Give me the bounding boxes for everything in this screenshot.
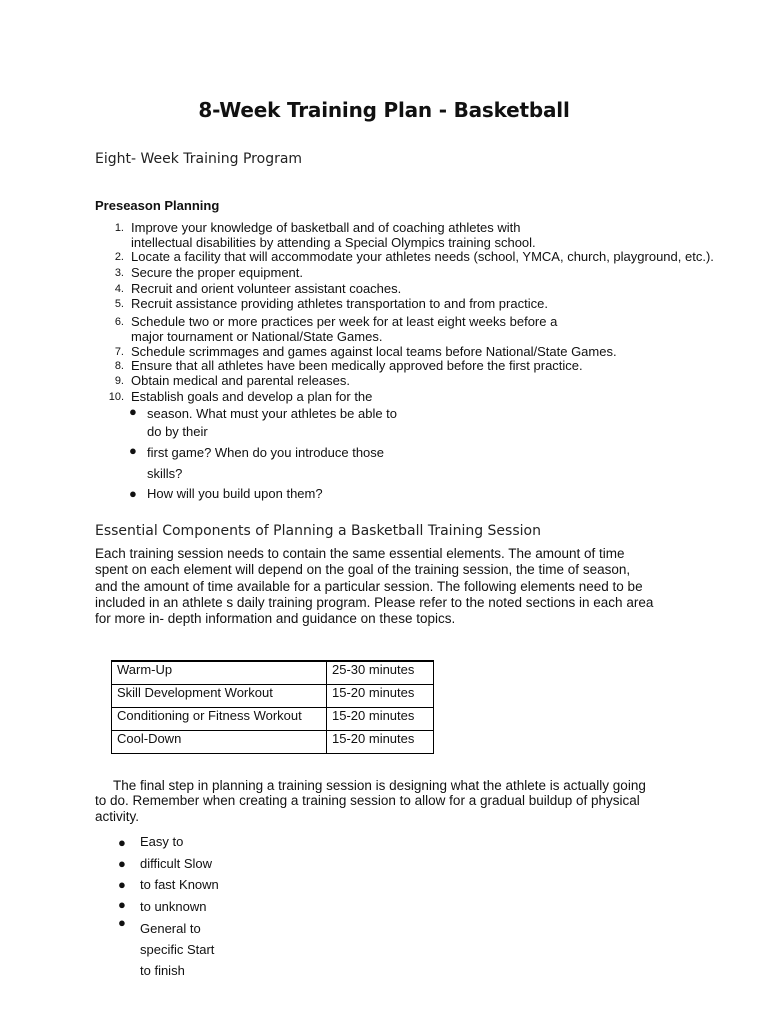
bullet-text: to unknown xyxy=(140,899,207,914)
list-text: Recruit and orient volunteer assistant coaches. xyxy=(131,281,402,296)
list-number: 1. xyxy=(114,222,124,234)
table-cell-element: Cool-Down xyxy=(112,731,327,754)
table-cell-time: 15-20 minutes xyxy=(327,685,434,708)
section-heading-essential-components: Essential Components of Planning a Basketball Training Session xyxy=(95,523,541,539)
table-row xyxy=(112,661,434,685)
list-text: Schedule two or more practices per week for at least eight weeks before a xyxy=(131,314,558,329)
table-cell-time: 15-20 minutes xyxy=(327,708,434,731)
bullet-text: do by their xyxy=(147,424,208,439)
list-text: Ensure that all athletes have been medically approved before the first practice. xyxy=(131,358,583,373)
table-cell-element: Skill Development Workout xyxy=(112,685,327,708)
paragraph-line: and the amount of time available for a particular session. The following elements need to be xyxy=(95,579,643,594)
list-text: Secure the proper equipment. xyxy=(131,265,303,280)
bullet-icon: ● xyxy=(118,856,126,871)
list-text: Schedule scrimmages and games against local teams before National/State Games. xyxy=(131,344,617,359)
session-components-table xyxy=(111,660,434,754)
list-text: Locate a facility that will accommodate your athletes needs (school, YMCA, church, playground, etc.). xyxy=(131,249,714,264)
bullet-icon: ● xyxy=(129,486,137,501)
list-text: major tournament or National/State Games. xyxy=(131,329,383,344)
paragraph-line: included in an athlete s daily training program. Please refer to the noted sections in each area xyxy=(95,595,654,610)
list-number: 2. xyxy=(114,251,124,263)
list-number: 9. xyxy=(114,375,124,387)
bullet-text: to finish xyxy=(140,963,185,978)
list-text: Improve your knowledge of basketball and of coaching athletes with xyxy=(131,220,521,235)
table-cell-element: Warm-Up xyxy=(112,661,327,685)
bullet-text: first game? When do you introduce those xyxy=(147,445,385,460)
bullet-icon: ● xyxy=(118,915,126,930)
list-number: 7. xyxy=(114,346,124,358)
list-number: 8. xyxy=(114,360,124,372)
paragraph-line: activity. xyxy=(95,809,140,824)
bullet-icon: ● xyxy=(118,877,126,892)
list-number: 10. xyxy=(108,391,124,403)
section-heading-training-program: Eight- Week Training Program xyxy=(95,151,303,167)
list-number: 4. xyxy=(114,283,124,295)
table-cell-time: 25-30 minutes xyxy=(327,661,434,685)
bullet-icon: ● xyxy=(129,404,137,419)
paragraph-line: for more in- depth information and guidance on these topics. xyxy=(95,611,456,626)
bullet-icon: ● xyxy=(118,835,126,850)
bullet-text: skills? xyxy=(147,466,183,481)
paragraph-line: spent on each element will depend on the goal of the training session, the time of season, xyxy=(95,562,631,577)
table-cell-element: Conditioning or Fitness Workout xyxy=(112,708,327,731)
table-row xyxy=(112,708,434,731)
paragraph-line: to do. Remember when creating a training session to allow for a gradual buildup of physical xyxy=(95,793,640,808)
bullet-icon: ● xyxy=(129,443,137,458)
list-number: 5. xyxy=(114,298,124,310)
table-row xyxy=(112,731,434,754)
list-number: 6. xyxy=(114,316,124,328)
page-title: 8-Week Training Plan - Basketball xyxy=(198,98,570,122)
bullet-text: Easy to xyxy=(140,834,184,849)
list-text: intellectual disabilities by attending a Special Olympics training school. xyxy=(131,235,536,250)
list-text: Recruit assistance providing athletes transportation to and from practice. xyxy=(131,296,548,311)
paragraph-line: The final step in planning a training session is designing what the athlete is actually going xyxy=(113,778,646,793)
bullet-text: specific Start xyxy=(140,942,215,957)
bullet-text: to fast Known xyxy=(140,877,219,892)
paragraph-line: Each training session needs to contain the same essential elements. The amount of time xyxy=(95,546,625,561)
table-row xyxy=(112,685,434,708)
bullet-text: General to xyxy=(140,921,201,936)
table-cell-time: 15-20 minutes xyxy=(327,731,434,754)
list-number: 3. xyxy=(114,267,124,279)
bullet-text: difficult Slow xyxy=(140,856,213,871)
bullet-text: How will you build upon them? xyxy=(147,486,323,501)
list-text: Establish goals and develop a plan for the xyxy=(131,389,373,404)
preseason-planning-heading: Preseason Planning xyxy=(95,198,220,213)
bullet-text: season. What must your athletes be able to xyxy=(147,406,398,421)
bullet-icon: ● xyxy=(118,897,126,912)
list-text: Obtain medical and parental releases. xyxy=(131,373,350,388)
